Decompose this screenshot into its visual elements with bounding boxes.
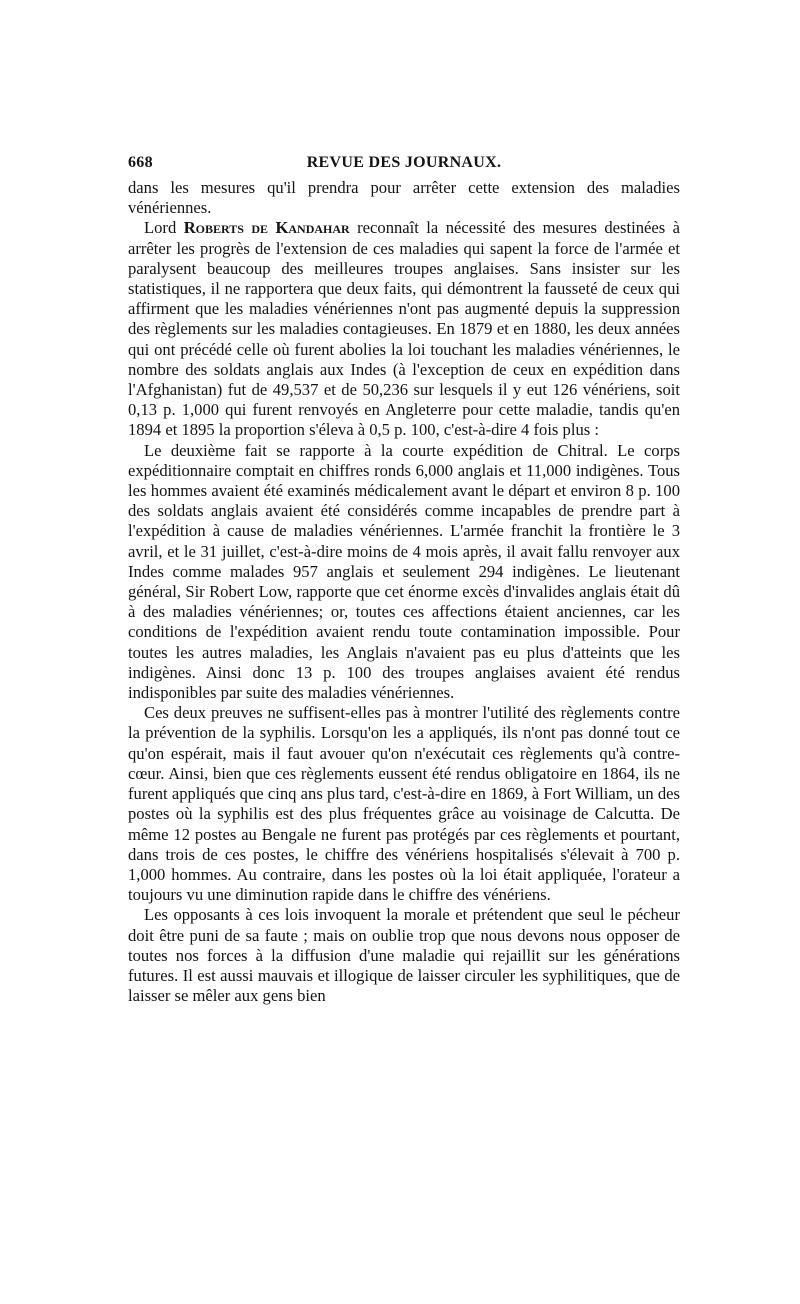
title-lord: Lord <box>144 218 177 238</box>
article-body <box>128 178 680 1006</box>
journal-title: REVUE DES JOURNAUX. <box>306 154 502 171</box>
paragraph-opponents: Les opposants à ces lois invoquent la morale et prétendent que seul le pécheur doit être puni de sa faute ; mais on oublie trop que nous devons nous opposer de toutes nos forces à la diffusion d'une maladie qui rejaillit sur les générations futures. Il est aussi mauvais et illogique de laisser circuler les syphilitiques, que de laisser se mêler aux gens bien <box>128 905 680 1006</box>
paragraph-continuation: dans les mesures qu'il prendra pour arrêter cette extension des maladies vénériennes. <box>128 178 680 218</box>
page-number: 668 <box>128 154 153 171</box>
paragraph-roberts <box>128 218 680 440</box>
journal-page <box>128 148 680 1006</box>
paragraph-regulations: Ces deux preuves ne suffisent-elles pas à montrer l'utilité des règlements contre la prévention de la syphilis. Lorsqu'on les a appliqués, ils n'ont pas donné tout ce qu'on espérait, mais il faut avouer qu'on n'exécutait ces règlements qu'à contre-cœur. Ainsi, bien que ces règlements eussent été rendus obligatoire en 1864, ils ne furent appliqués que cinq ans plus tard, c'est-à-dire en 1869, à Fort William, un des postes où la syphilis est des plus fréquentes grâce au voisinage de Calcutta. De même 12 postes au Bengale ne furent pas protégés par ces règlements et pourtant, dans trois de ces postes, le chiffre des vénériens hospitalisés s'élevait à 700 p. 1,000 hommes. Au contraire, dans les postes où la loi était appliquée, l'orateur a toujours vu une diminution rapide dans le chiffre des vénériens. <box>128 703 680 905</box>
paragraph-chitral: Le deuxième fait se rapporte à la courte expédition de Chitral. Le corps expéditionnaire comptait en chiffres ronds 6,000 anglais et 11,000 indigènes. Tous les hommes avaient été examinés médicalement avant le départ et environ 8 p. 100 des soldats anglais avaient été considérés comme incapables de prendre part à l'expédition à cause de maladies vénériennes. L'armée franchit la frontière le 3 avril, et le 31 juillet, c'est-à-dire moins de 4 mois après, il avait fallu renvoyer aux Indes comme malades 957 anglais et seulement 294 indigènes. Le lieutenant général, Sir Robert Low, rapporte que cet énorme excès d'invalides anglais était dû à des maladies vénériennes; or, toutes ces affections étaient anciennes, car les conditions de l'expédition avaient rendu toute contamination impossible. Pour toutes les autres maladies, les Anglais n'avaient pas eu plus d'atteints que les indigènes. Ainsi donc 13 p. 100 des troupes anglaises avaient été rendus indisponibles par suite des maladies vénériennes. <box>128 440 680 703</box>
author-name: Roberts de Kandahar <box>183 218 350 238</box>
running-head <box>128 148 680 178</box>
paragraph-roberts-text: reconnaît la nécessité des mesures destinées à arrêter les progrès de l'extension de ces maladies qui sapent la force de l'armée et paralysent beaucoup des meilleures troupes anglaises. Sans insister sur les statistiques, il ne rapportera que deux faits, qui démontrent la fausseté de ceux qui affirment que les maladies vénériennes n'ont pas augmenté depuis la suppression des règlements sur les maladies contagieuses. En 1879 et en 1880, les deux années qui ont précédé celle où furent abolies la loi touchant les maladies vénériennes, le nombre des soldats anglais aux Indes (à l'exception de ceux en expédition dans l'Afghanistan) fut de 49,537 et de 50,236 sur lesquels il y eut 126 vénériens, soit 0,13 p. 1,000 qui furent renvoyés en Angleterre pour cette maladie, tandis qu'en 1894 et 1895 la proportion s'éleva à 0,5 p. 100, c'est-à-dire 4 fois plus : <box>128 218 681 440</box>
